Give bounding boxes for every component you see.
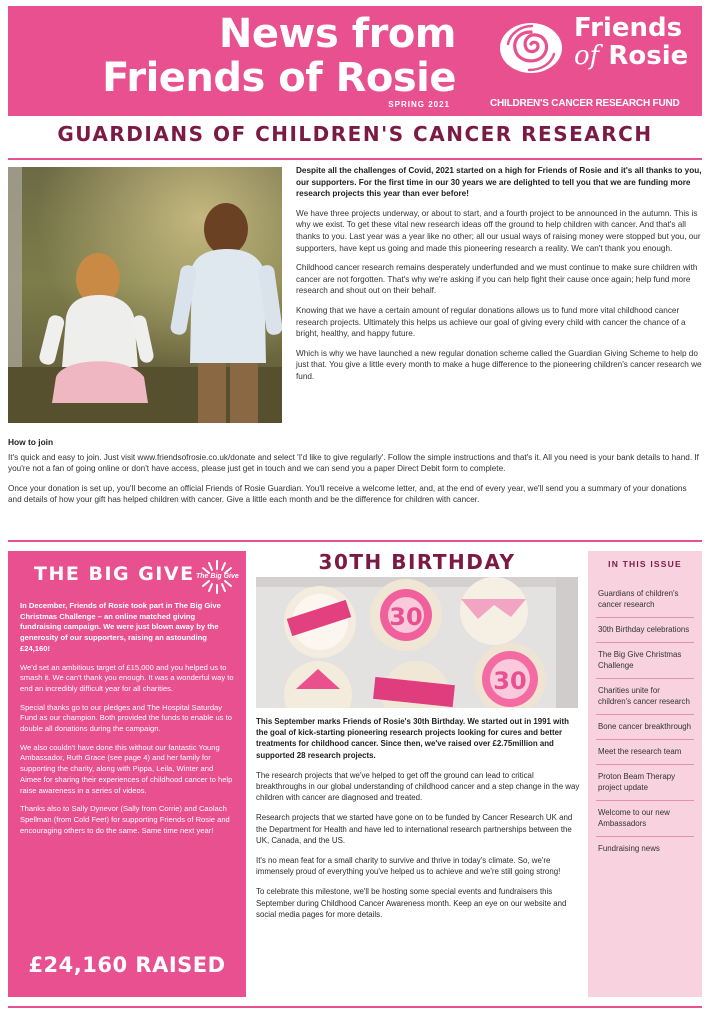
- how-to-join-paragraph: Once your donation is set up, you'll become an official Friends of Rosie Guardian. You'll receive a welcome letter, and, at the end of every year, we'll send you a summary of your donations and details of how your gift has helped children with cancer. Give a little each month and be the difference for children with cancer.: [8, 483, 687, 505]
- logo-tagline: CHILDREN'S CANCER RESEARCH FUND: [490, 98, 680, 109]
- divider: [8, 540, 702, 542]
- how-to-join-heading: How to join: [8, 437, 54, 447]
- big-give-paragraph: We also couldn't have done this without our fantastic Young Ambassador, Ruth Grace (see page 4) and her family for supporting the charity, along with Pippa, Leila, Winter and Aimee for sharing their experiences of childhood cancer to help raise awareness in a series of videos.: [20, 742, 233, 795]
- issue-item: Charities unite for children's cancer research: [596, 679, 694, 715]
- issue-item: Bone cancer breakthrough: [596, 715, 694, 740]
- intro-paragraph: We have three projects underway, or about to start, and a fourth project to be announced in the autumn. This is why we exist. To get these vital new research ideas off the ground to help children with cancer. And that's all thanks to you. Last year was a year like no other; all our usual ways of raising money were stopped but you, our supporters, have kept us going and made this pioneering research a reality. We can't thank you enough.: [296, 208, 701, 253]
- issue-item: Meet the research team: [596, 740, 694, 765]
- big-give-title: THE BIG GIVE: [34, 563, 195, 585]
- big-give-article: [20, 601, 234, 836]
- big-give-panel: [8, 551, 246, 997]
- children-walking-photo: [8, 167, 282, 423]
- newsletter-title: News from Friends of Rosie: [102, 11, 456, 101]
- issue-item: 30th Birthday celebrations: [596, 618, 694, 643]
- main-headline: GUARDIANS OF CHILDREN'S CANCER RESEARCH: [57, 122, 653, 146]
- issue-item: Proton Beam Therapy project update: [596, 765, 694, 801]
- intro-paragraph: Which is why we have launched a new regular donation scheme called the Guardian Giving Scheme to help do just that. You give a little every month to make a huge difference to the pioneering children's cancer research we fund.: [296, 348, 702, 381]
- divider: [8, 158, 702, 160]
- cake-number: 30: [389, 603, 423, 631]
- edition-label: SPRING 2021: [388, 100, 450, 109]
- big-give-paragraph: We'd set an ambitious target of £15,000 and you helped us to smash it. We can't thank you enough. It was a wonderful way to end an incredibly difficult year for all charities.: [20, 662, 234, 693]
- rose-logo-icon: [496, 16, 566, 76]
- intro-paragraph: Knowing that we have a certain amount of regular donations allows us to fund more vital childhood cancer research projects. Ultimately this helps us achieve our goal of giving every child with cancer the chance of a bright, healthy, and happy future.: [296, 305, 686, 339]
- cake-number: 30: [493, 667, 527, 695]
- intro-lead: Despite all the challenges of Covid, 2021 started on a high for Friends of Rosie and it's all thanks to you, our supporters. For the first time in our 30 years we are delighted to tell you that we are funding more research projects this year than ever before!: [296, 166, 702, 199]
- birthday-paragraph: Research projects that we started have gone on to be funded by Cancer Research UK and the Department for Health and have led to international research partnerships between the UK, Canada, and the US.: [256, 813, 573, 845]
- amount-raised: £24,160 RAISED: [28, 953, 226, 977]
- issue-item: The Big Give Christmas Challenge: [596, 643, 694, 679]
- big-give-lead: In December, Friends of Rosie took part in The Big Give Christmas Challenge – an online matched giving fundraising campaign. We were just blown away by the generosity of our supporters, raising an astounding £24,160!: [20, 601, 221, 653]
- intro-article: [296, 165, 702, 391]
- how-to-join-section: [8, 437, 702, 514]
- issue-item: Fundraising news: [598, 844, 660, 853]
- big-give-paragraph: Special thanks go to our pledges and The Hospital Saturday Fund as our champion. Both provided the funds to enable us to double all donations during the campaign.: [20, 702, 232, 734]
- logo-wordmark: Friends of Rosie: [574, 13, 689, 71]
- intro-paragraph: Childhood cancer research remains desperately underfunded and we must continue to make sure children with cancer are not forgotten. That's why we're asking if you can help fight their cause once again; help fund more research and shout out on their behalf.: [296, 263, 698, 296]
- issue-item: Guardians of children's cancer research: [596, 582, 694, 618]
- issue-item: Welcome to our new Ambassadors: [596, 801, 694, 837]
- divider: [8, 1006, 702, 1008]
- masthead-banner: [8, 6, 702, 116]
- big-give-paragraph: Thanks also to Sally Dynevor (Sally from Corrie) and Caolach Spellman (from Cold Feet) for supporting Friends of Rosie and encouraging others to do the same. Same time next year!: [20, 804, 230, 835]
- how-to-join-paragraph: It's quick and easy to join. Just visit www.friendsofrosie.co.uk/donate and select 'I'd like to give regularly'. Follow the simple instructions and that's it. All you need is your bank details to hand. If you're not a fan of going online or don't have access, please just get in touch and we can send you a paper Direct Debit form to complete.: [8, 452, 699, 474]
- birthday-title: 30TH BIRTHDAY: [318, 550, 516, 574]
- cupcakes-photo: [256, 577, 578, 708]
- birthday-article: [256, 716, 582, 929]
- big-give-logo: [194, 557, 240, 597]
- birthday-paragraph: It's no mean feat for a small charity to survive and thrive in today's climate. So, we're immensely proud of everything you've helped us to achieve and we're still going strong!: [256, 856, 561, 877]
- in-this-issue-panel: [588, 551, 702, 997]
- birthday-paragraph: The research projects that we've helped to get off the ground can lead to critical breakthroughs in our global understanding of childhood cancer and a step change in the way children with cancer are diagnosed and treated.: [256, 770, 580, 803]
- big-give-logo-label: The Big Give: [196, 573, 239, 580]
- in-this-issue-title: IN THIS ISSUE: [608, 559, 682, 569]
- birthday-lead: This September marks Friends of Rosie's 30th Birthday. We started out in 1991 with the goal of kick-starting pioneering research projects looking for cures and better treatments for childhood cancer. Since then, we've raised over £2.75million and supported 28 research projects.: [256, 717, 569, 760]
- birthday-paragraph: To celebrate this milestone, we'll be hosting some special events and fundraisers this September during Childhood Cancer Awareness month. Keep an eye on our website and social media pages for more details.: [256, 887, 567, 919]
